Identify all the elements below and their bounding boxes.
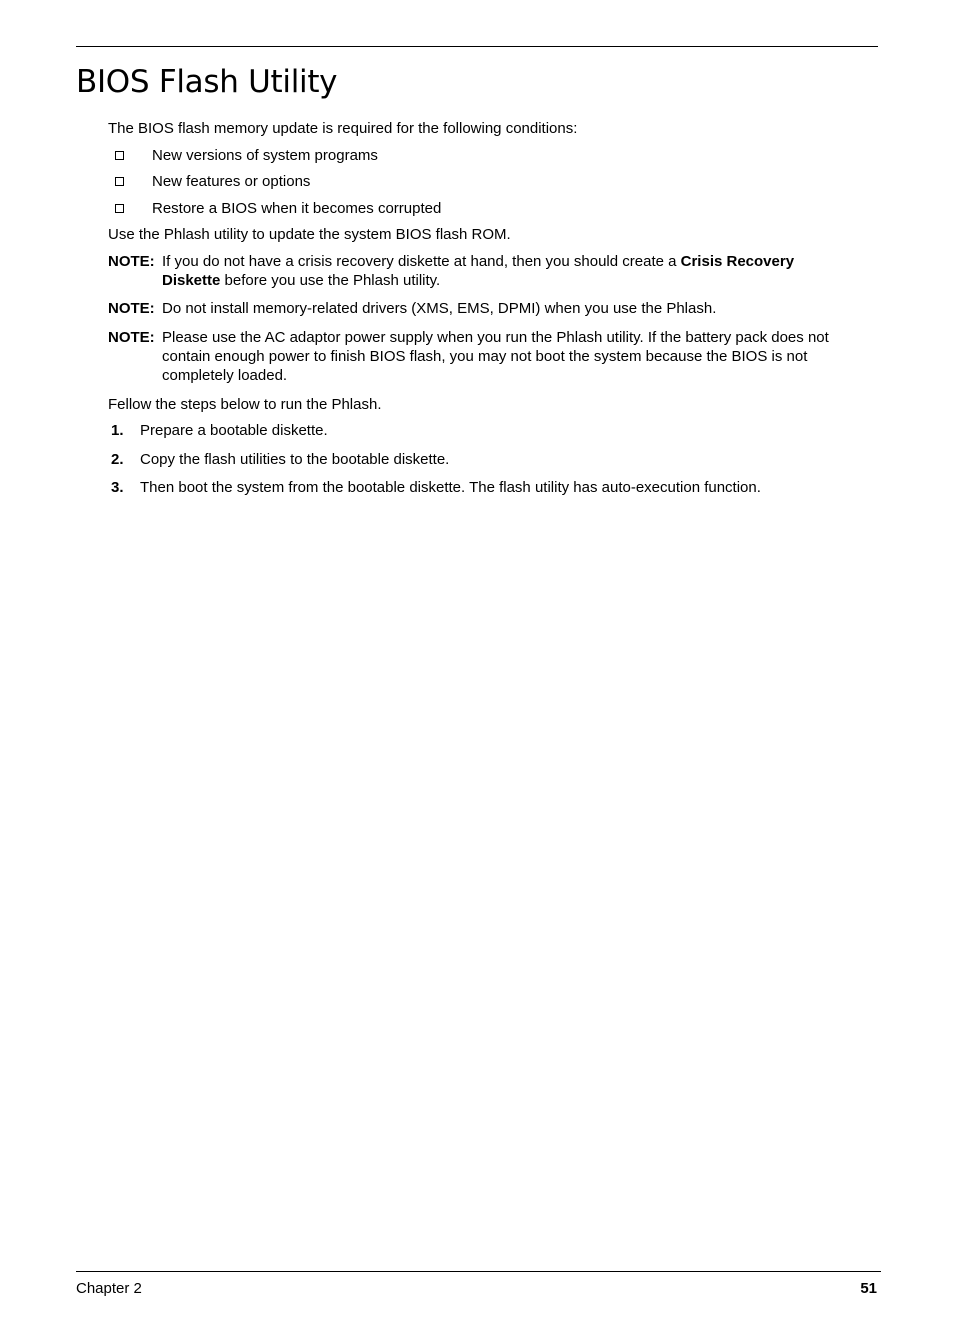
note-label: NOTE: bbox=[108, 300, 155, 317]
footer-chapter: Chapter 2 bbox=[76, 1280, 142, 1297]
step-number: 2. bbox=[111, 451, 124, 468]
note-3-line-1: Please use the AC adaptor power supply when you run the Phlash utility. If the battery pack does not bbox=[162, 329, 829, 346]
note-1-line-2 bbox=[162, 271, 440, 290]
note-1-text-2: before you use the Phlash utility. bbox=[220, 272, 441, 289]
note-1-line-1 bbox=[162, 252, 794, 271]
list-item: New features or options bbox=[152, 173, 311, 190]
use-phlash-text: Use the Phlash utility to update the system BIOS flash ROM. bbox=[108, 226, 511, 243]
note-1-emphasis: Crisis Recovery bbox=[680, 253, 795, 270]
checkbox-bullet-icon bbox=[115, 151, 124, 160]
step-text: Then boot the system from the bootable diskette. The flash utility has auto-execution function. bbox=[140, 479, 761, 496]
page-title: BIOS Flash Utility bbox=[76, 64, 338, 100]
step-text: Prepare a bootable diskette. bbox=[140, 422, 328, 439]
step-text: Copy the flash utilities to the bootable diskette. bbox=[140, 451, 450, 468]
checkbox-bullet-icon bbox=[115, 177, 124, 186]
note-1-emphasis-2: Diskette bbox=[162, 272, 221, 289]
note-3-line-2: contain enough power to finish BIOS flash, you may not boot the system because the BIOS is not bbox=[162, 348, 808, 365]
note-label: NOTE: bbox=[108, 253, 155, 270]
footer-rule bbox=[76, 1271, 881, 1272]
note-2-text: Do not install memory-related drivers (XMS, EMS, DPMI) when you use the Phlash. bbox=[162, 300, 717, 317]
header-rule bbox=[76, 46, 878, 47]
list-item: Restore a BIOS when it becomes corrupted bbox=[152, 200, 442, 217]
checkbox-bullet-icon bbox=[115, 204, 124, 213]
list-item: New versions of system programs bbox=[152, 147, 378, 164]
steps-intro-text: Fellow the steps below to run the Phlash. bbox=[108, 396, 382, 413]
footer-page-number: 51 bbox=[860, 1280, 877, 1297]
note-1-text: If you do not have a crisis recovery diskette at hand, then you should create a bbox=[162, 253, 681, 270]
step-number: 3. bbox=[111, 479, 124, 496]
note-3-line-3: completely loaded. bbox=[162, 367, 288, 384]
note-label: NOTE: bbox=[108, 329, 155, 346]
intro-text: The BIOS flash memory update is required for the following conditions: bbox=[108, 120, 578, 137]
step-number: 1. bbox=[111, 422, 124, 439]
